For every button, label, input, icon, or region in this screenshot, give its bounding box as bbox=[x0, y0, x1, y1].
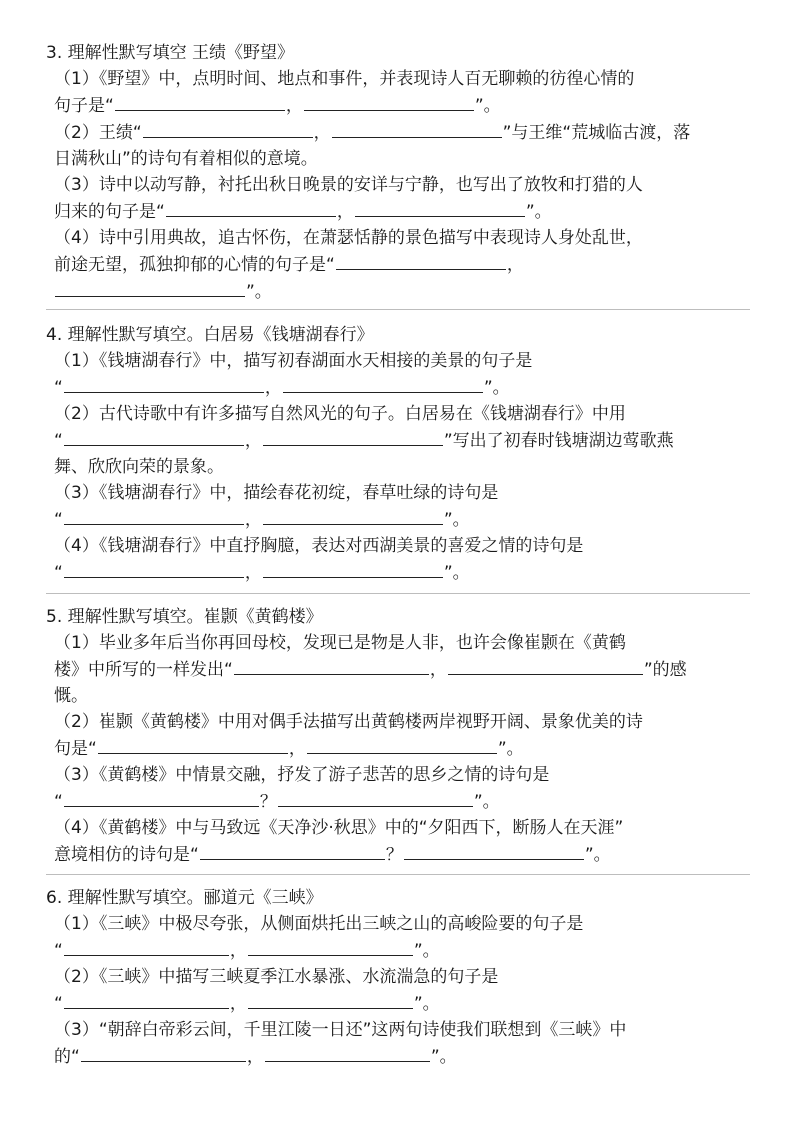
question-text: 的“ bbox=[54, 1047, 80, 1067]
question-3-4 bbox=[54, 225, 750, 305]
punctuation: “ bbox=[54, 941, 63, 961]
punctuation: “ bbox=[54, 431, 63, 451]
answer-blank[interactable] bbox=[448, 656, 643, 675]
punctuation: ， bbox=[285, 96, 303, 116]
answer-blank[interactable] bbox=[248, 937, 413, 956]
question-text: ”与王维“荒城临古渡，落 bbox=[502, 123, 691, 143]
question-text: （3）《钱塘湖春行》中，描绘春花初绽，春草吐绿的诗句是 bbox=[54, 483, 499, 503]
punctuation: ， bbox=[313, 123, 331, 143]
question-text: （4）《钱塘湖春行》中直抒胸臆，表达对西湖美景的喜爱之情的诗句是 bbox=[54, 536, 584, 556]
question-4-2 bbox=[54, 401, 750, 480]
question-5-1 bbox=[54, 630, 750, 709]
punctuation: ”。 bbox=[584, 845, 611, 865]
punctuation: ， bbox=[246, 1047, 264, 1067]
question-text: （3）诗中以动写静，衬托出秋日晚景的安详与宁静，也写出了放牧和打猎的人 bbox=[54, 175, 643, 195]
answer-blank[interactable] bbox=[64, 427, 244, 446]
question-text: 前途无望，孤独抑郁的心情的句子是“ bbox=[54, 255, 335, 275]
question-5-2 bbox=[54, 709, 750, 762]
answer-blank[interactable] bbox=[98, 735, 288, 754]
punctuation: “ bbox=[54, 378, 63, 398]
punctuation: ”。 bbox=[246, 282, 272, 302]
answer-blank[interactable] bbox=[248, 990, 413, 1009]
section-6 bbox=[46, 885, 750, 1070]
punctuation: ”。 bbox=[413, 994, 440, 1014]
punctuation: ？ bbox=[259, 792, 277, 812]
section-3 bbox=[46, 40, 750, 305]
punctuation: ”。 bbox=[430, 1047, 457, 1067]
section-heading: 5. 理解性默写填空。崔颢《黄鹤楼》 bbox=[46, 607, 323, 627]
question-3-2 bbox=[54, 119, 750, 172]
question-text: 归来的句子是“ bbox=[54, 202, 165, 222]
answer-blank[interactable] bbox=[283, 374, 483, 393]
answer-blank[interactable] bbox=[404, 841, 584, 860]
answer-blank[interactable] bbox=[166, 198, 336, 217]
answer-blank[interactable] bbox=[143, 119, 313, 138]
punctuation: ， bbox=[288, 739, 306, 759]
answer-blank[interactable] bbox=[64, 374, 264, 393]
section-divider bbox=[46, 593, 750, 594]
question-text: 句是“ bbox=[54, 739, 97, 759]
answer-blank[interactable] bbox=[64, 937, 229, 956]
section-5 bbox=[46, 604, 750, 868]
punctuation: ”。 bbox=[525, 202, 552, 222]
question-text: ”写出了初春时钱塘湖边莺歌燕 bbox=[443, 431, 674, 451]
question-text: 日满秋山”的诗句有着相似的意境。 bbox=[54, 149, 318, 169]
question-text: 慨。 bbox=[54, 686, 88, 706]
section-divider bbox=[46, 309, 750, 310]
punctuation: ， bbox=[244, 510, 262, 530]
answer-blank[interactable] bbox=[263, 506, 443, 525]
punctuation: “ bbox=[54, 510, 63, 530]
punctuation: ， bbox=[244, 563, 262, 583]
question-4-4 bbox=[54, 533, 750, 586]
question-6-2 bbox=[54, 964, 750, 1017]
answer-blank[interactable] bbox=[278, 788, 473, 807]
answer-blank[interactable] bbox=[200, 841, 385, 860]
question-text: （1）《钱塘湖春行》中，描写初春湖面水天相接的美景的句子是 bbox=[54, 351, 533, 371]
punctuation: ”。 bbox=[483, 378, 510, 398]
punctuation: ， bbox=[429, 660, 447, 680]
punctuation: ”。 bbox=[443, 563, 470, 583]
punctuation: ， bbox=[244, 431, 262, 451]
answer-blank[interactable] bbox=[64, 506, 244, 525]
question-text: （2）崔颢《黄鹤楼》中用对偶手法描写出黄鹤楼两岸视野开阔、景象优美的诗 bbox=[54, 712, 643, 732]
answer-blank[interactable] bbox=[304, 92, 474, 111]
punctuation: “ bbox=[54, 994, 63, 1014]
punctuation: ， bbox=[264, 378, 282, 398]
section-heading: 4. 理解性默写填空。白居易《钱塘湖春行》 bbox=[46, 325, 374, 345]
answer-blank[interactable] bbox=[263, 427, 443, 446]
question-3-3 bbox=[54, 172, 750, 225]
question-5-3 bbox=[54, 762, 750, 815]
punctuation: “ bbox=[54, 792, 63, 812]
question-text: （3）《黄鹤楼》中情景交融，抒发了游子悲苦的思乡之情的诗句是 bbox=[54, 765, 550, 785]
section-divider bbox=[46, 874, 750, 875]
answer-blank[interactable] bbox=[64, 559, 244, 578]
question-5-4 bbox=[54, 815, 750, 868]
punctuation: ”。 bbox=[474, 96, 501, 116]
answer-blank[interactable] bbox=[55, 278, 245, 297]
question-text: （4）《黄鹤楼》中与马致远《天净沙·秋思》中的“夕阳西下，断肠人在天涯” bbox=[54, 818, 624, 838]
answer-blank[interactable] bbox=[265, 1043, 430, 1062]
question-text: （4）诗中引用典故，追古怀伤，在萧瑟恬静的景色描写中表现诗人身处乱世， bbox=[54, 228, 643, 248]
question-text: （1）《野望》中，点明时间、地点和事件，并表现诗人百无聊赖的彷徨心情的 bbox=[54, 69, 635, 89]
answer-blank[interactable] bbox=[81, 1043, 246, 1062]
question-text: （2）《三峡》中描写三峡夏季江水暴涨、水流湍急的句子是 bbox=[54, 967, 499, 987]
question-text: （1）《三峡》中极尽夸张，从侧面烘托出三峡之山的高峻险要的句子是 bbox=[54, 914, 584, 934]
question-text: 意境相仿的诗句是“ bbox=[54, 845, 199, 865]
answer-blank[interactable] bbox=[355, 198, 525, 217]
section-heading: 6. 理解性默写填空。郦道元《三峡》 bbox=[46, 888, 323, 908]
question-4-1 bbox=[54, 348, 750, 401]
punctuation: ”。 bbox=[473, 792, 500, 812]
punctuation: ， bbox=[336, 202, 354, 222]
question-6-1 bbox=[54, 911, 750, 964]
answer-blank[interactable] bbox=[234, 656, 429, 675]
punctuation: “ bbox=[54, 563, 63, 583]
punctuation: ， bbox=[506, 255, 524, 275]
question-6-3 bbox=[54, 1017, 750, 1070]
question-text: （3）“朝辞白帝彩云间，千里江陵一日还”这两句诗使我们联想到《三峡》中 bbox=[54, 1020, 627, 1040]
punctuation: ？ bbox=[385, 845, 403, 865]
question-3-1 bbox=[54, 66, 750, 119]
question-text: （1）毕业多年后当你再回母校，发现已是物是人非，也许会像崔颢在《黄鹤 bbox=[54, 633, 626, 653]
punctuation: ， bbox=[229, 941, 247, 961]
question-4-3 bbox=[54, 480, 750, 533]
punctuation: ”。 bbox=[497, 739, 524, 759]
answer-blank[interactable] bbox=[336, 251, 506, 270]
question-text: （2）王绩“ bbox=[54, 123, 142, 143]
answer-blank[interactable] bbox=[263, 559, 443, 578]
answer-blank[interactable] bbox=[64, 990, 229, 1009]
question-text: 句子是“ bbox=[54, 96, 114, 116]
punctuation: ”。 bbox=[443, 510, 470, 530]
punctuation: ”。 bbox=[413, 941, 440, 961]
answer-blank[interactable] bbox=[307, 735, 497, 754]
answer-blank[interactable] bbox=[64, 788, 259, 807]
answer-blank[interactable] bbox=[115, 92, 285, 111]
question-text: （2）古代诗歌中有许多描写自然风光的句子。白居易在《钱塘湖春行》中用 bbox=[54, 404, 626, 424]
answer-blank[interactable] bbox=[332, 119, 502, 138]
question-text: 楼》中所写的一样发出“ bbox=[54, 660, 233, 680]
question-text: ”的感 bbox=[643, 660, 687, 680]
section-4 bbox=[46, 322, 750, 586]
punctuation: ， bbox=[229, 994, 247, 1014]
section-heading: 3. 理解性默写填空 王绩《野望》 bbox=[46, 43, 295, 63]
question-text: 舞、欣欣向荣的景象。 bbox=[54, 457, 224, 477]
